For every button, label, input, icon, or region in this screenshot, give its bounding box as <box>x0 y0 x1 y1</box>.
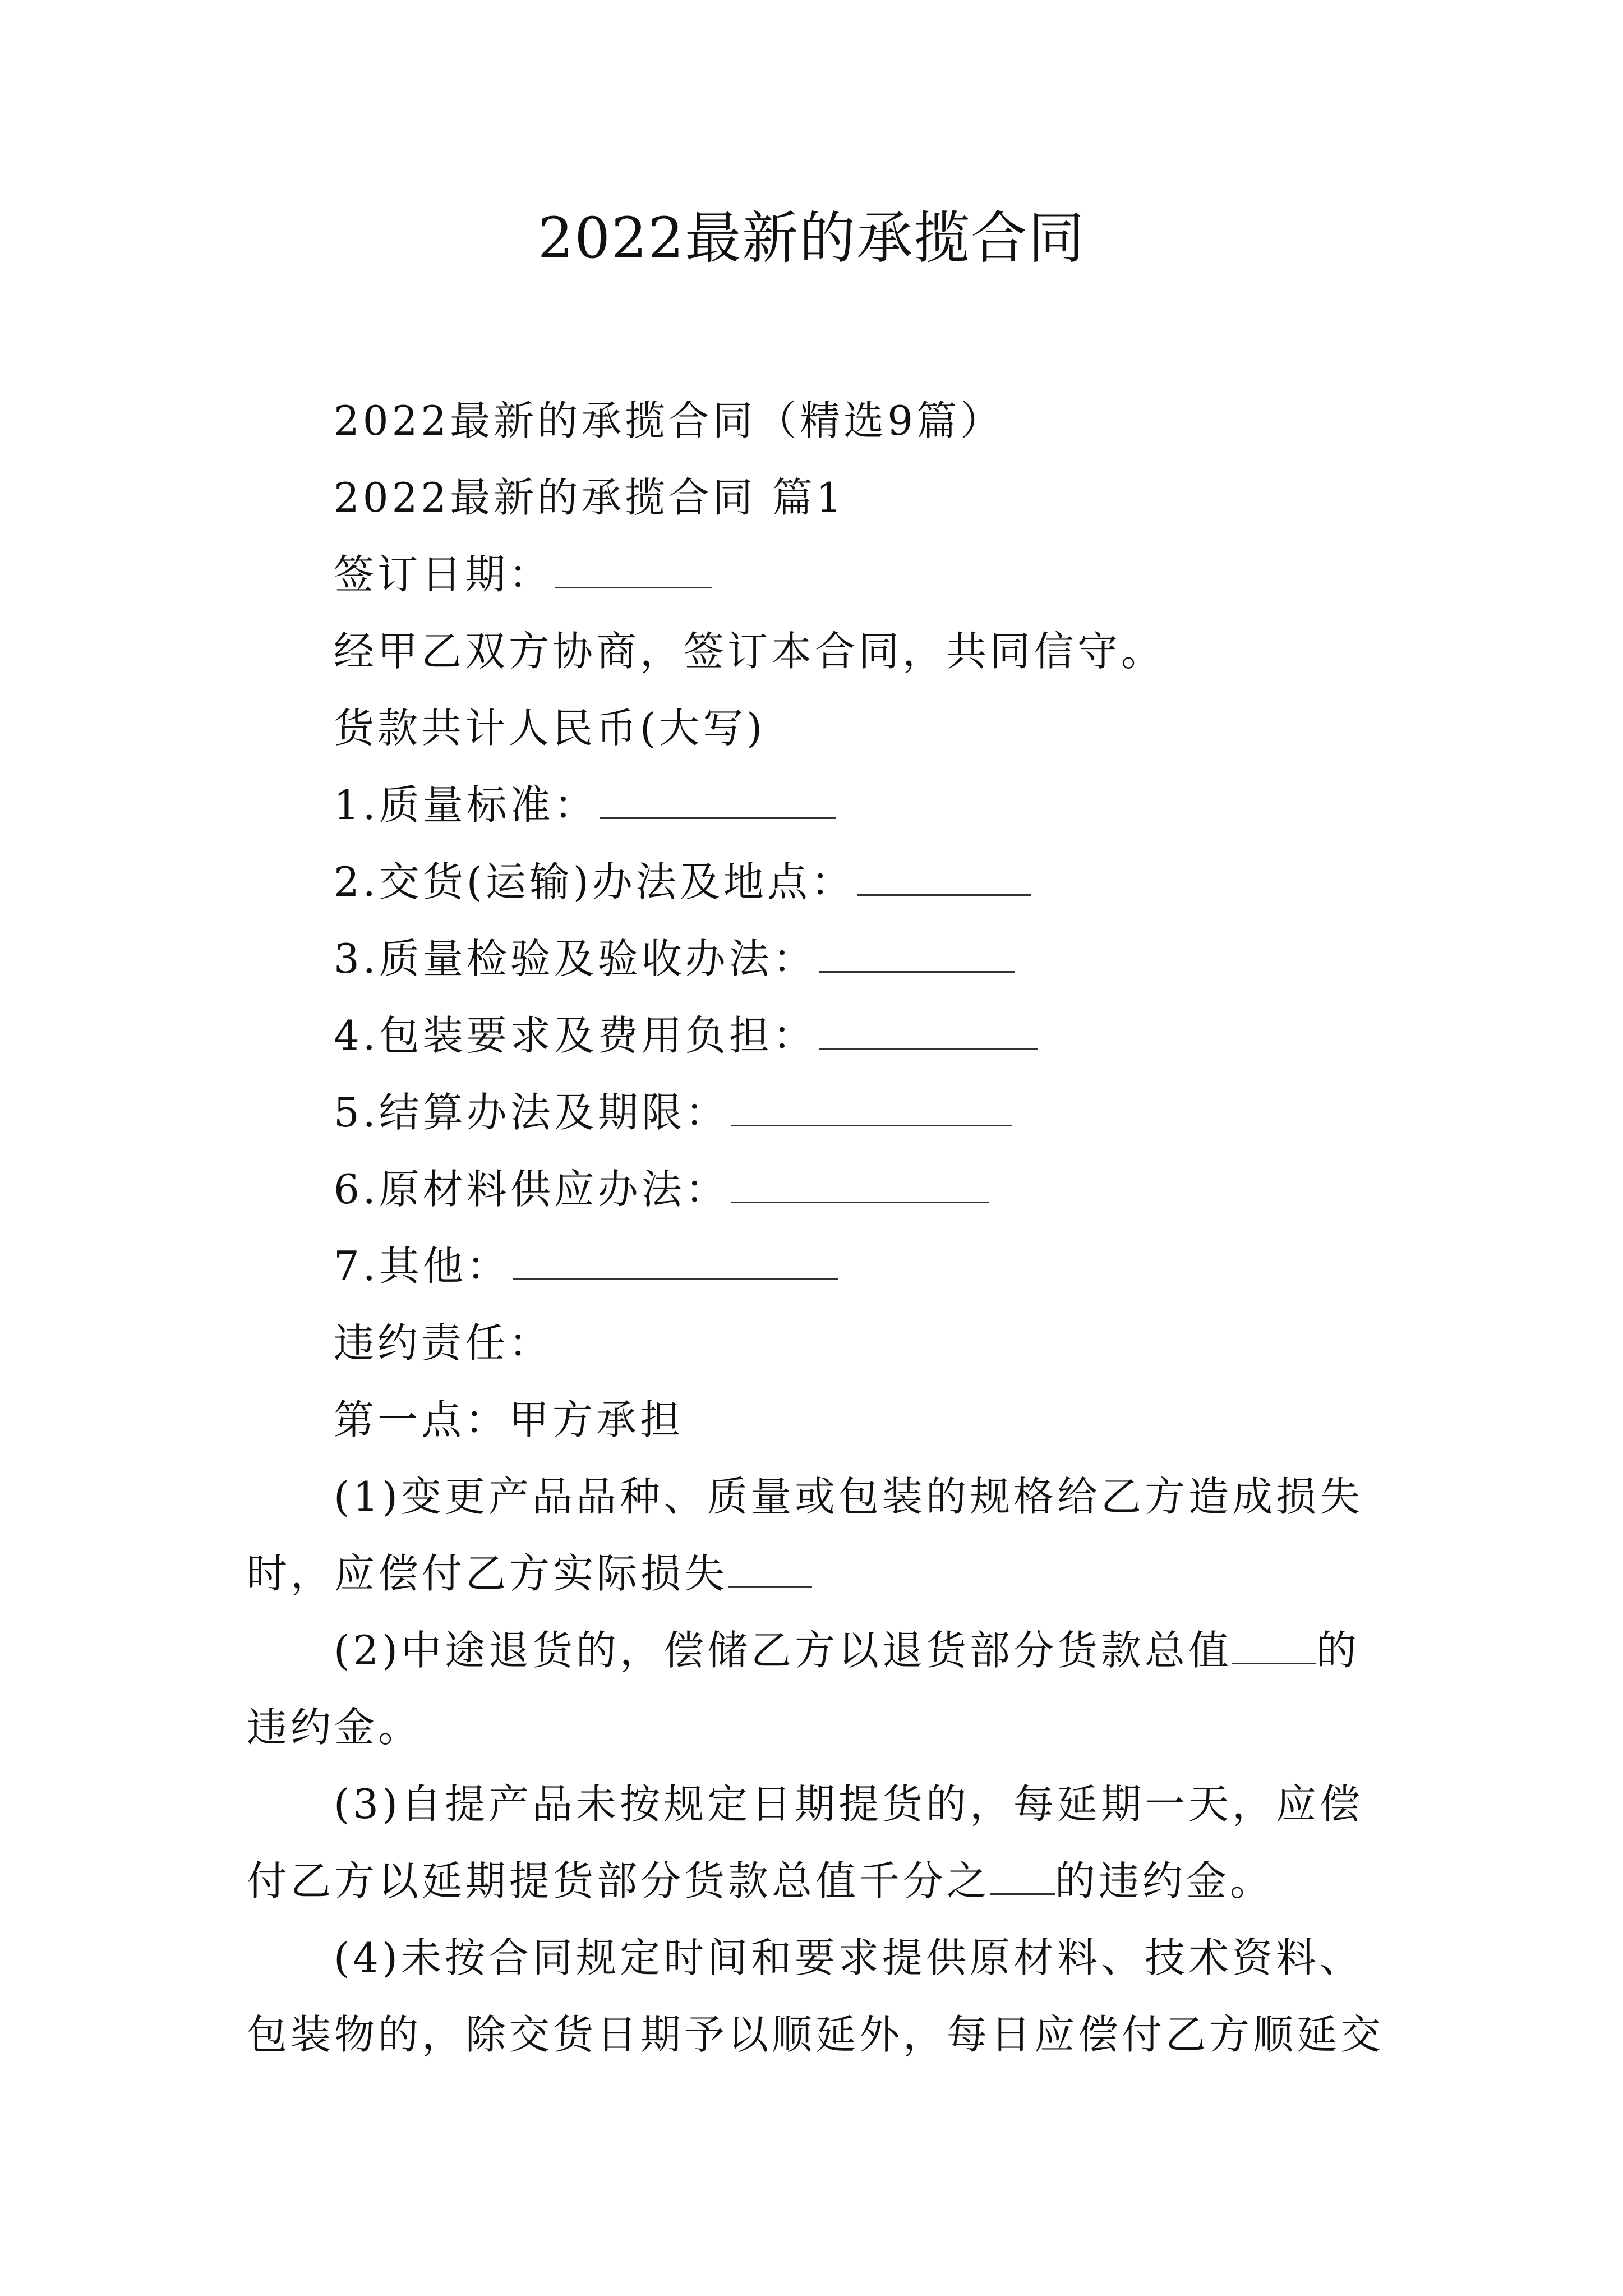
paragraph-4-line-1: (4)未按合同规定时间和要求提供原材料、技术资料、 <box>334 1934 1363 1981</box>
paragraph-2-blank <box>1232 1626 1316 1664</box>
clause-label: 1.质量标准： <box>334 781 598 829</box>
clause-blank <box>857 857 1031 896</box>
clause-label: 3.质量检验及验收办法： <box>334 935 817 982</box>
clause-label: 5.结算办法及期限： <box>334 1089 729 1136</box>
paragraph-1-line-1: (1)变更产品品种、质量或包装的规格给乙方造成损失 <box>334 1473 1363 1520</box>
liability-heading: 违约责任： <box>334 1319 553 1366</box>
paragraph-1-text: 时，应偿付乙方实际损失 <box>247 1550 728 1597</box>
subtitle-line: 2022最新的承揽合同（精选9篇） <box>334 397 1004 444</box>
paragraph-1-blank <box>728 1549 812 1588</box>
signing-date-field <box>334 546 712 602</box>
paragraph-3-suffix: 的违约金。 <box>1055 1857 1274 1904</box>
clause-blank <box>731 1165 989 1203</box>
signing-date-label: 签订日期： <box>334 551 553 598</box>
intro-line: 经甲乙双方协商，签订本合同，共同信守。 <box>334 628 1165 675</box>
clause-inspection <box>334 931 1015 987</box>
paragraph-3-blank <box>990 1856 1055 1895</box>
paragraph-1-line-2 <box>247 1545 812 1602</box>
paragraph-3-line-1: (3)自提产品未按规定日期提货的，每延期一天，应偿 <box>334 1780 1363 1828</box>
party-a-heading: 第一点：甲方承担 <box>334 1396 684 1443</box>
clause-label: 7.其他： <box>334 1243 510 1290</box>
clause-label: 4.包装要求及费用负担： <box>334 1012 817 1059</box>
paragraph-2-line-2: 违约金。 <box>247 1704 422 1751</box>
document-title: 2022最新的承揽合同 <box>537 205 1086 271</box>
paragraph-3-text: 付乙方以延期提货部分货款总值千分之 <box>247 1857 991 1904</box>
paragraph-2-suffix: 的 <box>1316 1627 1361 1674</box>
payment-line: 货款共计人民币(大写) <box>334 705 766 752</box>
paragraph-4-line-2: 包装物的，除交货日期予以顺延外，每日应偿付乙方顺延交 <box>247 2011 1385 2058</box>
paragraph-2-line-1 <box>334 1622 1360 1678</box>
section-heading: 2022最新的承揽合同 篇1 <box>334 474 845 521</box>
clause-materials <box>334 1161 989 1217</box>
clause-quality-standard <box>334 777 836 833</box>
clause-blank <box>513 1241 838 1280</box>
paragraph-2-text: (2)中途退货的，偿储乙方以退货部分货款总值 <box>334 1627 1232 1674</box>
clause-other <box>334 1238 838 1294</box>
clause-blank <box>600 780 836 819</box>
clause-settlement <box>334 1084 1012 1140</box>
clause-blank <box>819 1011 1038 1050</box>
clause-label: 2.交货(运输)办法及地点： <box>334 858 855 905</box>
clause-packaging <box>334 1007 1038 1064</box>
paragraph-3-line-2 <box>247 1853 1274 1909</box>
clause-label: 6.原材料供应办法： <box>334 1166 729 1213</box>
clause-blank <box>731 1088 1012 1126</box>
clause-delivery <box>334 854 1031 910</box>
clause-blank <box>819 934 1015 973</box>
signing-date-blank <box>555 550 712 588</box>
